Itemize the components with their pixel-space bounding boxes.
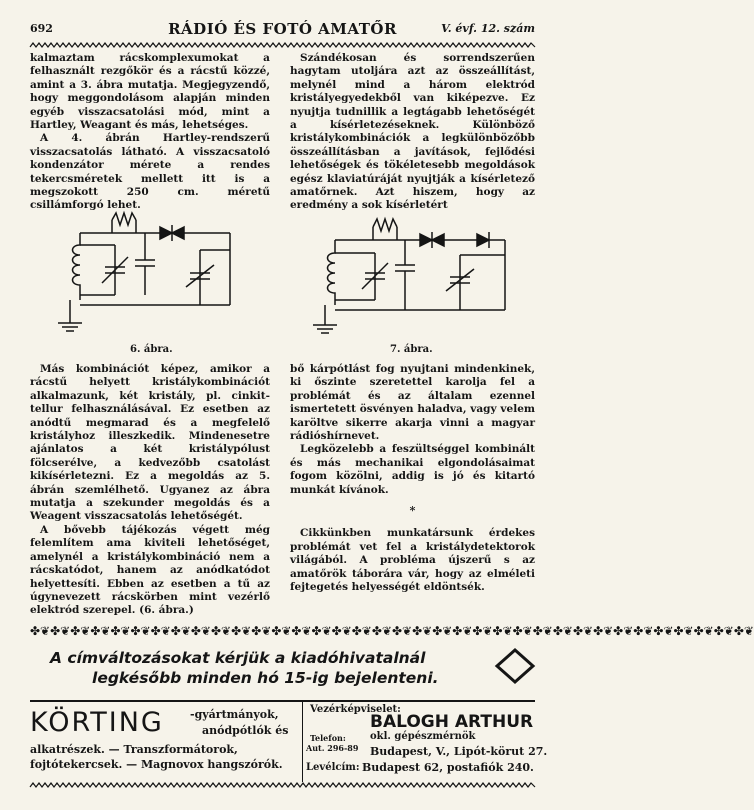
paragraph: A bővebb tájékozás végett még felemlítem ama kiviteli lehetőséget, amelynél a kristálykombináció nem a rácskatódot, hanem az anódkatódot helyettesíti. Ebben az esetben a tű az úgynevezett rácskörben mint vezérlő elektród szerepel. (6. ábra.) [30,523,270,617]
ad-right-phone: Aut. 296-89 [306,743,359,753]
right-column-top [290,52,535,213]
address-change-notice [30,642,535,698]
paragraph: Legközelebb a feszültséggel kombinált és más mechanikai elgondolásaimat fogom közölni, addig is jó és kitartó munkát kívánok. [290,443,535,496]
ad-left-line-1: -gyártmányok, [190,708,279,721]
circuit-diagram-fig-7 [305,205,535,335]
left-column-bottom [30,363,270,618]
ad-left-line-3: alkatrészek. — Transzformátorok, fojtótekercsek. — Magnovox hangszórók. [30,743,283,771]
ad-right-address: Budapest, V., Lipót-körut 27. [370,745,548,758]
ad-right-mail-label: Levélcím: [306,762,360,773]
diamond-ornament-icon [495,648,535,684]
ad-right-label: Vezérképviselet: [310,704,401,715]
decorative-ornament-strip: ✤❦✤❦✤❦✤❦✤❦✤❦✤❦✤❦✤❦✤❦✤❦✤❦✤❦✤❦✤❦✤❦✤❦✤❦✤❦✤❦✤❦✤❦✤❦✤❦✤❦✤❦✤❦✤❦✤❦✤❦✤❦✤❦✤❦✤❦✤❦✤❦ [30,624,754,638]
section-separator: * [409,504,416,518]
ad-right-title: okl. gépészmérnök [370,731,476,742]
ad-top-rule [30,700,535,702]
paragraph: kalmaztam rácskomplexumokat a felhasznált rezgőkör és a rácstű közzé, amint a 3. ábra mutatja. Megjegyzendő, hogy meggondolásom alapján minden egyéb visszacsatolási mód, mint a Hartley, Weagant és más, lehetséges. [30,52,270,132]
notice-line-2: legkésőbb minden hó 15-ig bejelenteni. [92,669,439,687]
ad-right-phone-label: Telefon: [310,733,346,743]
right-column-bottom [290,363,535,595]
figure-7-caption: 7. ábra. [390,344,433,355]
page-number: 692 [30,22,53,35]
top-divider [30,42,535,48]
issue-label: V. évf. 12. szám [441,22,535,35]
ad-right-mail: Budapest 62, postafiók 240. [362,761,534,774]
page-header [30,20,535,42]
circuit-diagram-fig-6 [50,205,260,335]
left-column-top [30,52,270,213]
paragraph: Más kombinációt képez, amikor a rácstű helyett kristálykombinációt alkalmazunk, két kristály, pl. cinkit-tellur felhasználásával. Ez esetben az anódtű megmarad és a megfelelő kristályhoz illeszkedik. Mindenesetre ajánlatos a két kristálypólust fölcserélve, a kedvezőbb csatolást kikísérletezni. Ez a megoldás az 5. ábrán szemlélhető. Ugyanez az ábra mutatja a szekunder megoldás és a Weagent visszacsatolás lehetőségét. [30,363,270,523]
ad-column-divider [302,702,303,782]
paragraph: Cikkünkben munkatársunk érdekes problémát vet fel a kristálydetektorok világából. A probléma újszerű s az amatőrök táborára vár, hogy az elméleti fejtegetés helyességét eldöntsék. [290,527,535,594]
ad-right-name: BALOGH ARTHUR [370,712,534,732]
bottom-divider [30,782,535,788]
magazine-title: RÁDIÓ ÉS FOTÓ AMATŐR [168,20,397,38]
paragraph: Szándékosan és sorrendszerűen hagytam utoljára azt az összeállítást, melynél mind a három elektród kristályegyedekből van kiképezve. Ez nyujtja tudnillik a legtágabb lehetőségét a kísérletezéseknek. Különböző kristálykombinációk a legkülönbözőbb összeállításban a javítások, fejlődési lehetőségek és tökéletesebb megoldások egész klaviatúráját nyujtják a kísérletező amatőrnek. Azt hiszem, hogy az eredmény a sok kísérletért [290,52,535,212]
paragraph: A 4. ábrán Hartley-rendszerű visszacsatolás látható. A visszacsatoló kondenzátor mérete a rendes tekercsméretek mellett itt is a megszokott 250 cm. méretű csillámforgó lehet. [30,132,270,212]
figure-6-caption: 6. ábra. [130,344,173,355]
korting-brand-logo: KÖRTING [30,707,164,738]
paragraph: bő kárpótlást fog nyujtani mindenkinek, ki őszinte szeretettel karolja fel a problémát és az általam ezennel ismertetett ösvényen haladva, vagy velem karöltve sikerre akarja vinni a magyar rádióshírnevet. [290,363,535,443]
notice-line-1: A címváltozásokat kérjük a kiadóhivatalnál [50,649,426,667]
ad-left-line-2: anódpótlók és [202,724,289,737]
